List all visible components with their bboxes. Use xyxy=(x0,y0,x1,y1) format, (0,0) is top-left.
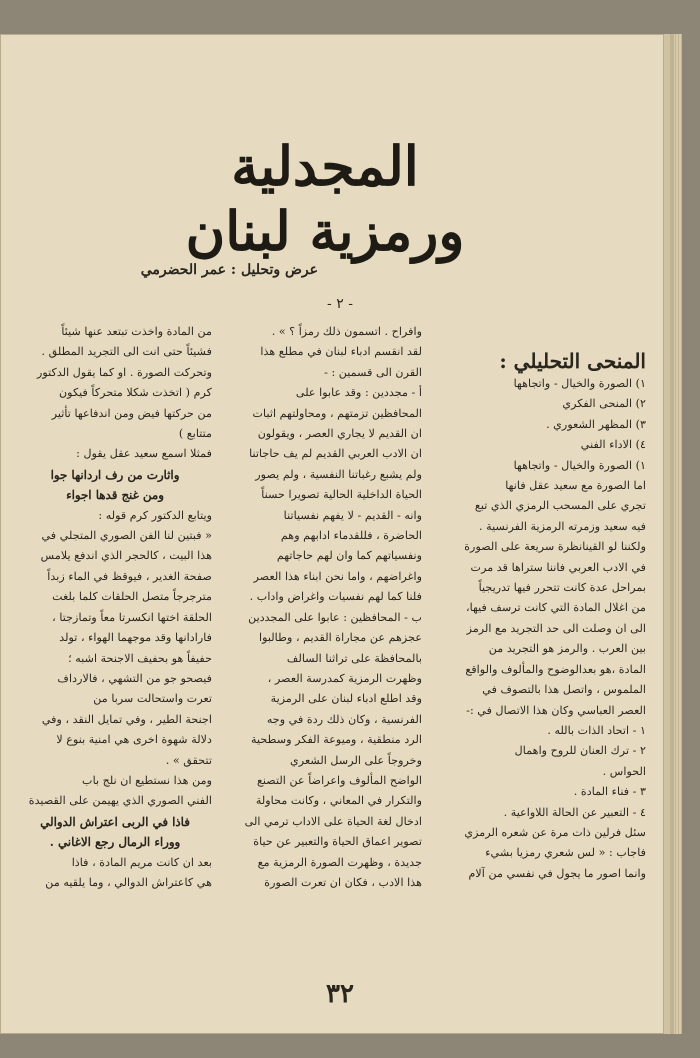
text-line: ولم يشبع رغباتنا النفسية ، ولم يصور xyxy=(255,467,422,481)
text-line: ان الادب العربي القديم لم يف حاجاتنا xyxy=(249,447,422,461)
page-edge xyxy=(664,34,682,1034)
column-right xyxy=(446,348,646,884)
text-line: فاجاب : « لس شعري رمزيا بشيء xyxy=(485,846,646,860)
text-line: المادة ،هو بعدالوضوح والمألوف والواقع xyxy=(465,662,646,676)
column-middle xyxy=(226,322,422,893)
text-line: صفحة الغدير ، فيوقظ في الماء زبداً xyxy=(47,569,212,583)
text-line: متتابع ) xyxy=(178,427,212,441)
text-line: مترجرجاً متصل الحلقات كلما بلغت xyxy=(52,590,212,604)
text-line: ومن غنج قدها اجواء xyxy=(66,488,164,503)
text-line: كرم ( اتخذت شكلا متحركاً فيكون xyxy=(58,386,212,400)
text-line: وانه - القديم - لا يفهم نفسياتنا xyxy=(283,508,422,522)
text-line: « فبتين لنا الفن الصوري المتجلي في xyxy=(41,529,212,543)
text-line: الى ان وصلت الى حد التجريد مع الرمز xyxy=(466,621,646,635)
text-line: الحاضرة ، فللقدماء ادابهم وهم xyxy=(280,529,422,543)
page-number: ٣٢ xyxy=(326,979,354,1009)
text-line: الحياة الداخلية الحالية تصويرا حسناً xyxy=(261,488,422,502)
text-line: والتكرار في المعاني ، وكانت محاولة xyxy=(255,794,422,808)
text-line: ١) الصورة والخيال - واتجاهها xyxy=(513,458,646,472)
text-line: وخروجاً على الرسل الشعري xyxy=(290,753,422,767)
text-line: تتحقق » . xyxy=(165,753,212,767)
text-line: من اغلال المادة التي كانت ترسف فيها، xyxy=(465,601,646,615)
text-line: أ - مجددين : وقد عابوا على xyxy=(295,386,422,400)
text-line: هذا الادب ، فكان ان تعرت الصورة xyxy=(264,875,422,889)
text-line: ب - المحافظين : عابوا على المجددين xyxy=(248,610,422,624)
text-line: ٤) الاداء الفني xyxy=(580,438,646,452)
text-line: بين العرب . والرمز هو التجريد من xyxy=(488,642,646,656)
text-line: هي كاعتراش الدوالي ، وما يلقيه من xyxy=(45,875,212,889)
text-line: ان القديم لا يجاري العصر ، ويقولون xyxy=(257,427,422,441)
column-left xyxy=(18,322,212,893)
text-line: بالمحافظة على تراثنا السالف xyxy=(286,651,422,665)
text-line: فمثلا اسمع سعيد عقل يقول : xyxy=(76,447,212,461)
text-line: فيه سعيد وزمرته الرمزية الفرنسية . xyxy=(479,519,646,533)
text-line: ١ - اتحاد الذات بالله . xyxy=(547,723,646,737)
text-line: وقد اطلع ادباء لبنان على الرمزية xyxy=(270,692,422,706)
text-line: بمراحل عدة كانت تتحرر فيها تدريجياً xyxy=(478,581,646,595)
text-line: وظهرت الرمزية كمدرسة العصر ، xyxy=(267,671,422,685)
text-line: تجري على المسحب الرمزي الذي تبع xyxy=(474,499,646,513)
text-line: الحلقة اختها انكسرتا معاً وتمازجتا ، xyxy=(52,610,212,624)
text-line: واغراضهم ، واما نحن ابناء هذا العصر xyxy=(253,569,422,583)
text-line: ومن هذا نستطيع ان نلج باب xyxy=(82,773,212,787)
text-line: اجنحة الطير ، وفي تمايل النقد ، وفي xyxy=(41,712,212,726)
text-line: الفني الصوري الذي يهيمن على القصيدة xyxy=(28,794,212,808)
text-line: ولكننا لو القينانظرة سريعة على الصورة xyxy=(464,540,646,554)
text-line: وانما اصور ما يجول في نفسي من آلام xyxy=(468,866,646,880)
text-line: سئل فرلين ذات مرة عن شعره الرمزي xyxy=(464,825,646,839)
text-line: فارادانها وقد موجهما الهواء ، تولد xyxy=(59,631,212,645)
text-line: الواضح المألوف واعراضاً عن التصنع xyxy=(256,773,422,787)
text-line: فيصحو جو من التشهي ، فالارداف xyxy=(57,671,212,685)
text-line: ونفسياتهم كما وان لهم حاجاتهم xyxy=(276,549,422,563)
byline: عرض وتحليل : عمر الحضرمي xyxy=(140,262,318,278)
text-line: العصر العباسي وكان هذا الاتصال في :- xyxy=(466,703,646,717)
text-line: ويتابع الدكتور كرم قوله : xyxy=(98,508,212,522)
text-line: عجزهم عن مجاراة القديم ، وطالبوا xyxy=(259,631,422,645)
section-heading: المنحى التحليلي : xyxy=(499,349,646,373)
text-line: فلنا كما لهم نفسيات واغراض واداب . xyxy=(249,590,422,604)
text-line: ٣) المظهر الشعوري . xyxy=(546,417,646,431)
section-number: - ٢ - xyxy=(327,296,353,312)
text-line: اما الصورة مع سعيد عقل فانها xyxy=(505,479,646,493)
text-line: الفرنسية ، وكان ذلك ردة في وجه xyxy=(266,712,422,726)
text-line: دلالة شهوة اخرى هي امنية بنوع لا xyxy=(56,733,212,747)
text-line: ١) الصورة والخيال - واتجاهها xyxy=(513,377,646,390)
text-line: المحافظين تزمتهم ، ومحاولتهم اثبات xyxy=(252,406,422,420)
text-line: القرن الى قسمين : - xyxy=(324,365,422,379)
text-line: واثارت من رف اردانها جوا xyxy=(50,467,180,482)
text-line: هذا البيت ، كالحجر الذي اندفع يلامس xyxy=(40,549,212,563)
text-line: ٢ - ترك العنان للروح واهمال xyxy=(514,744,646,758)
text-line: ٤ - التعبير عن الحالة اللاواعية . xyxy=(503,805,646,819)
text-line: ووراء الرمال رجع الاغاني . xyxy=(49,835,181,850)
text-line: جديدة ، وظهرت الصورة الرمزية مع xyxy=(257,855,422,869)
text-line: وتحركت الصورة . او كما يقول الدكتور xyxy=(36,365,212,379)
text-line: من المادة واخذت تبتعد عنها شيئاً xyxy=(61,325,212,338)
text-line: الحواس . xyxy=(602,764,646,778)
text-line: ادخال لغة الحياة على الاداب ترمي الى xyxy=(244,814,422,828)
text-line: بعد ان كانت مريم المادة ، فاذا xyxy=(71,855,212,869)
text-line: تصوير اعماق الحياة والتعبير عن حياة xyxy=(253,835,422,849)
text-line: فشيئاً حتى انت الى التجريد المطلق . xyxy=(41,345,212,359)
article-title: المجدلية ورمزية لبنان xyxy=(185,134,465,263)
text-line: حفيفاً هو بحفيف الاجنحة اشبه ؛ xyxy=(68,651,212,665)
text-line: الملموس ، واتصل هذا بالتصوف في xyxy=(482,683,646,697)
text-line: الرد منطقية ، وميوعة الفكر وسطحية xyxy=(251,733,422,747)
text-line: لقد انقسم ادباء لبنان في مطلع هذا xyxy=(260,345,422,359)
text-line: ٢) المنحى الفكري xyxy=(562,397,646,411)
text-line: وافراح . اتسمون ذلك رمزاً ؟ » . xyxy=(271,325,422,338)
text-line: من حركتها فيض ومن اندفاعها تأثير xyxy=(51,406,212,420)
text-line: في الادب العربي فاننا ستراها قد مرت xyxy=(470,560,646,574)
text-line: فاذا في الربى اعتراش الدوالي xyxy=(40,814,190,829)
magazine-page xyxy=(0,34,664,1034)
text-line: تعرت واستحالت سربا من xyxy=(93,692,212,706)
text-line: ٣ - فناء المادة . xyxy=(573,785,646,799)
